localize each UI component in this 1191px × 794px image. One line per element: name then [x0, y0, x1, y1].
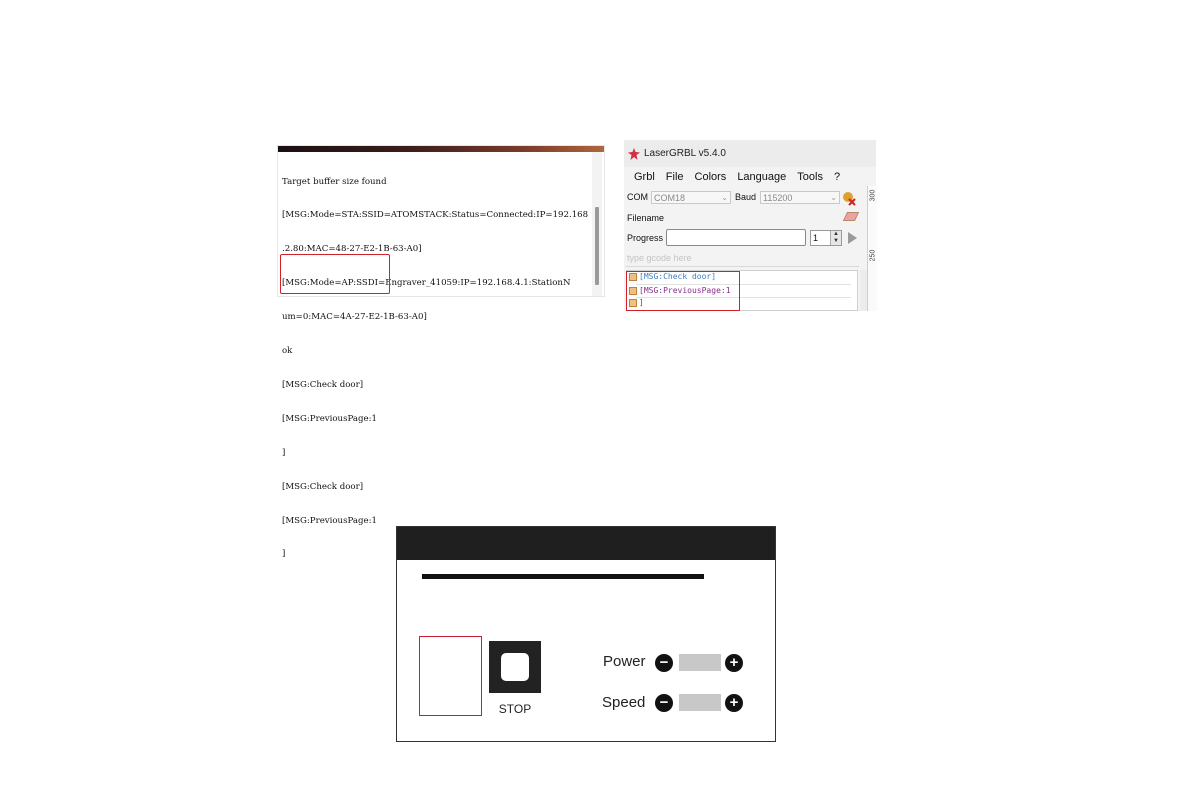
- menu-colors[interactable]: Colors: [694, 171, 727, 183]
- terminal-line: [MSG:Mode=AP:SSDI=Engraver_41059:IP=192.168.4.1:StationN: [282, 278, 571, 289]
- menu-bar: [624, 168, 876, 186]
- terminal-line: Target buffer size found: [282, 176, 387, 187]
- lasergrbl-logo-icon: [628, 148, 640, 160]
- device-highlight-box: [419, 636, 482, 716]
- progress-bar: [666, 229, 806, 246]
- plus-icon: +: [729, 654, 739, 671]
- terminal-line: ok: [282, 346, 293, 357]
- log-row-text: [MSG:Check door]: [639, 272, 717, 281]
- stop-icon: [501, 653, 529, 681]
- terminal-output: [282, 154, 588, 583]
- window-titlebar: [624, 140, 876, 167]
- stepper-down-icon[interactable]: ▼: [830, 238, 841, 245]
- window-title: LaserGRBL v5.4.0: [644, 148, 726, 159]
- speed-label: Speed: [602, 694, 646, 711]
- log-row-text: [MSG:PreviousPage:1: [639, 286, 731, 295]
- terminal-title-strip: [278, 146, 604, 152]
- gcode-input[interactable]: type gcode here: [626, 251, 859, 267]
- lasergrbl-window: [624, 140, 876, 311]
- speed-decrease-button[interactable]: [655, 694, 673, 712]
- power-value-field: [679, 654, 721, 671]
- copies-stepper[interactable]: [810, 230, 842, 246]
- terminal-line: [MSG:PreviousPage:1: [282, 413, 377, 424]
- plus-icon: +: [729, 694, 739, 711]
- menu-help[interactable]: ?: [833, 171, 841, 183]
- terminal-line: [MSG:Check door]: [282, 481, 364, 492]
- terminal-highlight-box: [280, 254, 390, 294]
- com-label: COM: [627, 192, 648, 202]
- menu-file[interactable]: File: [665, 171, 684, 183]
- stop-button[interactable]: [489, 641, 541, 693]
- log-row-text: ]: [639, 298, 644, 307]
- copies-value: 1: [813, 233, 819, 243]
- serial-terminal-panel: [278, 146, 604, 560]
- terminal-line: .2.80:MAC=48-27-E2-1B-63-A0]: [282, 244, 422, 255]
- filename-label: Filename: [627, 213, 665, 223]
- device-header: [397, 527, 775, 560]
- terminal-line: ]: [282, 549, 286, 560]
- terminal-scrollbar-thumb[interactable]: [595, 207, 599, 285]
- com-port-select[interactable]: [651, 191, 731, 204]
- run-play-icon[interactable]: [848, 232, 857, 244]
- terminal-line: um=0:MAC=4A-27-E2-1B-63-A0]: [282, 312, 427, 323]
- baud-rate-select[interactable]: [760, 191, 840, 204]
- power-label: Power: [603, 653, 646, 670]
- stepper-up-icon[interactable]: ▲: [830, 231, 841, 238]
- vertical-ruler: [867, 186, 877, 311]
- speed-increase-button[interactable]: [725, 694, 743, 712]
- menu-language[interactable]: Language: [737, 171, 787, 183]
- menu-tools[interactable]: Tools: [797, 171, 823, 183]
- menu-grbl[interactable]: Grbl: [634, 171, 655, 183]
- com-port-value: COM18: [654, 193, 686, 203]
- progress-label: Progress: [627, 233, 664, 243]
- speed-value-field: [679, 694, 721, 711]
- log-scrollbar[interactable]: [860, 270, 867, 311]
- power-decrease-button[interactable]: [655, 654, 673, 672]
- device-progress-bar: [422, 574, 704, 579]
- terminal-line: [MSG:PreviousPage:1: [282, 515, 377, 526]
- ruler-label: 250: [869, 249, 877, 262]
- terminal-scrollbar[interactable]: [592, 152, 602, 296]
- eraser-icon[interactable]: [843, 212, 859, 221]
- connect-icon[interactable]: [842, 191, 856, 205]
- minus-icon: −: [659, 694, 669, 711]
- terminal-line: ]: [282, 447, 286, 458]
- chevron-down-icon: ⌄: [830, 193, 837, 202]
- minus-icon: −: [659, 654, 669, 671]
- ruler-label: 300: [869, 189, 877, 202]
- stop-label: STOP: [498, 702, 532, 716]
- chevron-down-icon: ⌄: [721, 193, 728, 202]
- terminal-line: [MSG:Check door]: [282, 379, 364, 390]
- terminal-line: [MSG:Mode=STA:SSID=ATOMSTACK:Status=Connected:IP=192.168: [282, 210, 589, 221]
- log-highlight-box: [626, 271, 740, 311]
- baud-label: Baud: [735, 192, 757, 202]
- baud-rate-value: 115200: [763, 193, 793, 203]
- device-screen: [396, 526, 776, 742]
- power-increase-button[interactable]: [725, 654, 743, 672]
